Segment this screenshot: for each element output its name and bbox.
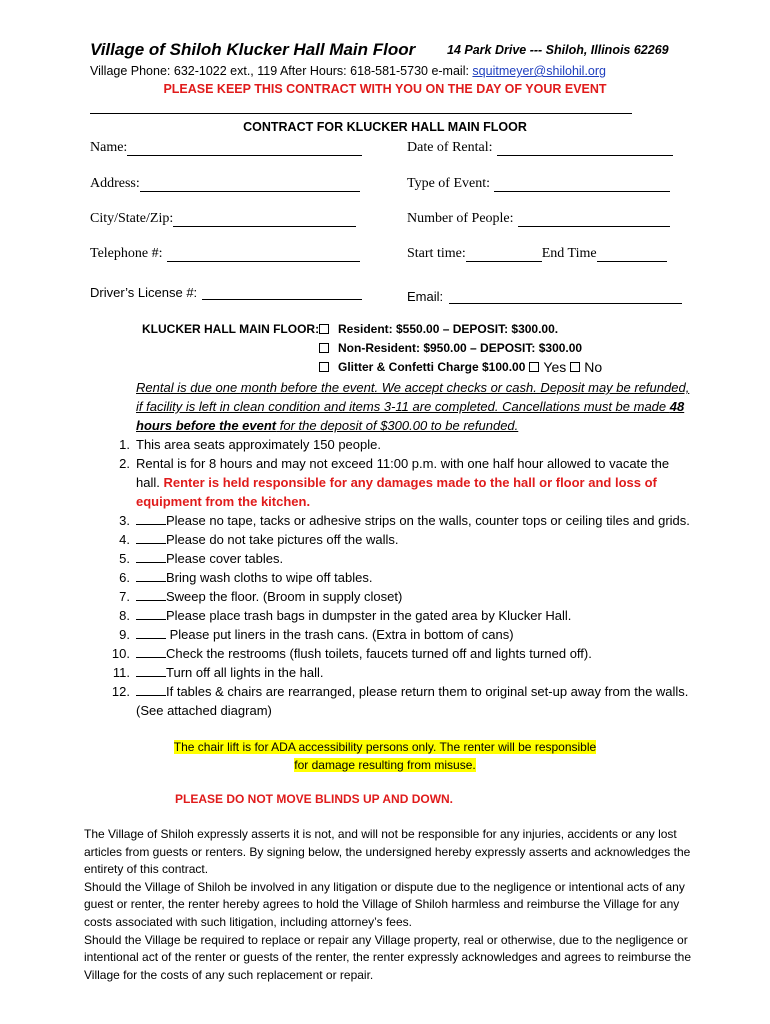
glitter-no-checkbox[interactable] bbox=[570, 362, 580, 372]
glitter-option[interactable] bbox=[319, 359, 602, 375]
document-title: Village of Shiloh Klucker Hall Main Floor bbox=[90, 40, 416, 59]
initial-blank[interactable] bbox=[136, 627, 166, 639]
non-resident-option[interactable] bbox=[319, 341, 582, 355]
glitter-checkbox[interactable] bbox=[319, 362, 329, 372]
list-item: 3. Please no tape, tacks or adhesive strips on the walls, counter tops or ceiling tiles and grids. bbox=[119, 513, 690, 528]
name-label: Name: bbox=[90, 140, 128, 155]
drivers-license-line[interactable] bbox=[202, 286, 362, 300]
date-of-rental-line[interactable] bbox=[497, 142, 673, 156]
non-resident-checkbox[interactable] bbox=[319, 343, 329, 353]
date-of-rental-field[interactable] bbox=[407, 140, 673, 156]
initial-blank[interactable] bbox=[136, 532, 166, 544]
address-field[interactable] bbox=[90, 176, 360, 192]
glitter-yes-label: Yes bbox=[543, 359, 567, 375]
list-item: 1. This area seats approximately 150 people. bbox=[119, 437, 381, 452]
drivers-license-label: Driver’s License #: bbox=[90, 285, 198, 300]
divider bbox=[90, 113, 632, 114]
blinds-notice: PLEASE DO NOT MOVE BLINDS UP AND DOWN. bbox=[175, 792, 454, 806]
telephone-field[interactable] bbox=[90, 246, 360, 262]
damage-warning: Renter is held responsible for any damages made to the hall or floor and loss of equipment from the kitchen. bbox=[136, 475, 657, 509]
legal-text bbox=[84, 826, 694, 984]
chair-lift-notice bbox=[0, 738, 770, 774]
city-state-zip-label: City/State/Zip: bbox=[90, 211, 174, 226]
name-field[interactable] bbox=[90, 140, 362, 156]
hall-options-label: KLUCKER HALL MAIN FLOOR: bbox=[142, 322, 320, 336]
initial-blank[interactable] bbox=[136, 646, 166, 658]
rental-notice-text-1: Rental is due one month before the event. We accept checks or cash. Deposit may be refunded, if facility is left in clean condition and items 3-11 are completed. Cancellations must be made bbox=[136, 380, 690, 414]
rental-notice-bold: 48 hours before the event bbox=[136, 399, 685, 433]
legal-paragraph: Should the Village be required to replace or repair any Village property, real or otherwise, due to the negligence or intentional act of the renter or guests of the renter, the renter expressly acknowledges and agrees to reimburse the Village for the costs of any such replacement or repair. bbox=[84, 932, 692, 982]
list-item: 4. Please do not take pictures off the walls. bbox=[119, 532, 399, 547]
list-item: 10. Check the restrooms (flush toilets, faucets turned off and lights turned off). bbox=[111, 646, 592, 661]
type-of-event-line[interactable] bbox=[494, 178, 670, 192]
resident-checkbox[interactable] bbox=[319, 324, 329, 334]
number-of-people-line[interactable] bbox=[518, 213, 670, 227]
email-label: Email: bbox=[407, 289, 444, 304]
list-item: 9. Please put liners in the trash cans. (Extra in bottom of cans) bbox=[119, 627, 514, 642]
city-state-zip-line[interactable] bbox=[173, 213, 356, 227]
legal-paragraph: The Village of Shiloh expressly asserts it is not, and will not be responsible for any injuries, accidents or any lost articles from guests or renters. By signing below, the undersigned hereby expressly asserts and acknowledges the entirety of this contract. bbox=[84, 827, 691, 877]
time-field[interactable] bbox=[407, 246, 667, 262]
type-of-event-field[interactable] bbox=[407, 176, 670, 192]
glitter-yes-checkbox[interactable] bbox=[529, 362, 539, 372]
name-line[interactable] bbox=[127, 142, 362, 156]
initial-blank[interactable] bbox=[136, 570, 166, 582]
keep-contract-notice: PLEASE KEEP THIS CONTRACT WITH YOU ON THE DAY OF YOUR EVENT bbox=[163, 82, 607, 96]
start-time-line[interactable] bbox=[466, 248, 542, 262]
list-item: 11. Turn off all lights in the hall. bbox=[112, 665, 324, 680]
resident-option-label: Resident: $550.00 – DEPOSIT: $300.00. bbox=[338, 322, 559, 336]
rental-notice-text-2: for the deposit of $300.00 to be refunded. bbox=[276, 418, 519, 433]
telephone-label: Telephone #: bbox=[90, 246, 163, 261]
non-resident-option-label: Non-Resident: $950.00 – DEPOSIT: $300.00 bbox=[338, 341, 583, 355]
phone-text: Village Phone: 632-1022 ext., 119 After Hours: 618-581-5730 e-mail: bbox=[90, 64, 473, 78]
drivers-license-field[interactable] bbox=[90, 285, 362, 300]
telephone-line[interactable] bbox=[167, 248, 360, 262]
email-field[interactable] bbox=[407, 289, 682, 304]
start-time-label: Start time: bbox=[407, 246, 466, 261]
resident-option[interactable] bbox=[319, 322, 558, 336]
initial-blank[interactable] bbox=[136, 665, 166, 677]
list-item: 7. Sweep the floor. (Broom in supply closet) bbox=[119, 589, 403, 604]
address-line[interactable] bbox=[140, 178, 360, 192]
glitter-no-label: No bbox=[584, 359, 603, 375]
initial-blank[interactable] bbox=[136, 513, 166, 525]
initial-blank[interactable] bbox=[136, 551, 166, 563]
email-line[interactable] bbox=[449, 290, 682, 304]
hall-address: 14 Park Drive --- Shiloh, Illinois 62269 bbox=[447, 43, 669, 57]
end-time-line[interactable] bbox=[597, 248, 667, 262]
chair-lift-line-2: for damage resulting from misuse. bbox=[294, 758, 476, 772]
initial-blank[interactable] bbox=[136, 684, 166, 696]
glitter-option-label: Glitter & Confetti Charge $100.00 bbox=[338, 360, 526, 374]
rental-notice bbox=[136, 378, 696, 435]
number-of-people-field[interactable] bbox=[407, 211, 670, 227]
chair-lift-line-1: The chair lift is for ADA accessibility persons only. The renter will be responsible bbox=[173, 740, 597, 754]
contract-title: CONTRACT FOR KLUCKER HALL MAIN FLOOR bbox=[243, 120, 527, 134]
city-state-zip-field[interactable] bbox=[90, 211, 356, 227]
address-label: Address: bbox=[90, 176, 140, 191]
list-item: 6. Bring wash cloths to wipe off tables. bbox=[119, 570, 373, 585]
rules-list bbox=[110, 435, 690, 720]
end-time-label: End Time bbox=[541, 246, 597, 261]
email-link[interactable]: squitmeyer@shilohil.org bbox=[472, 64, 606, 78]
list-item: 12. If tables & chairs are rearranged, please return them to original set-up away from the walls. (See attached diagram) bbox=[111, 684, 689, 718]
type-of-event-label: Type of Event: bbox=[407, 176, 490, 191]
initial-blank[interactable] bbox=[136, 589, 166, 601]
number-of-people-label: Number of People: bbox=[407, 211, 514, 226]
legal-paragraph: Should the Village of Shiloh be involved in any litigation or dispute due to the negligence or intentional acts of any guest or renter, the renter hereby agrees to hold the Village of Shiloh harmless and reimburse the Village for any costs associated with such litigation, including attorney’s fees. bbox=[84, 879, 685, 929]
contact-line bbox=[90, 64, 606, 78]
list-item: 5. Please cover tables. bbox=[119, 551, 284, 566]
date-of-rental-label: Date of Rental: bbox=[407, 140, 493, 155]
initial-blank[interactable] bbox=[136, 608, 166, 620]
list-item: 2. Rental is for 8 hours and may not exceed 11:00 p.m. with one half hour allowed to vacate the hall. Renter is held responsible for any damages made to the hall or floor and loss of equipment from the kitchen. bbox=[119, 456, 670, 509]
list-item: 8. Please place trash bags in dumpster in the gated area by Klucker Hall. bbox=[119, 608, 572, 623]
